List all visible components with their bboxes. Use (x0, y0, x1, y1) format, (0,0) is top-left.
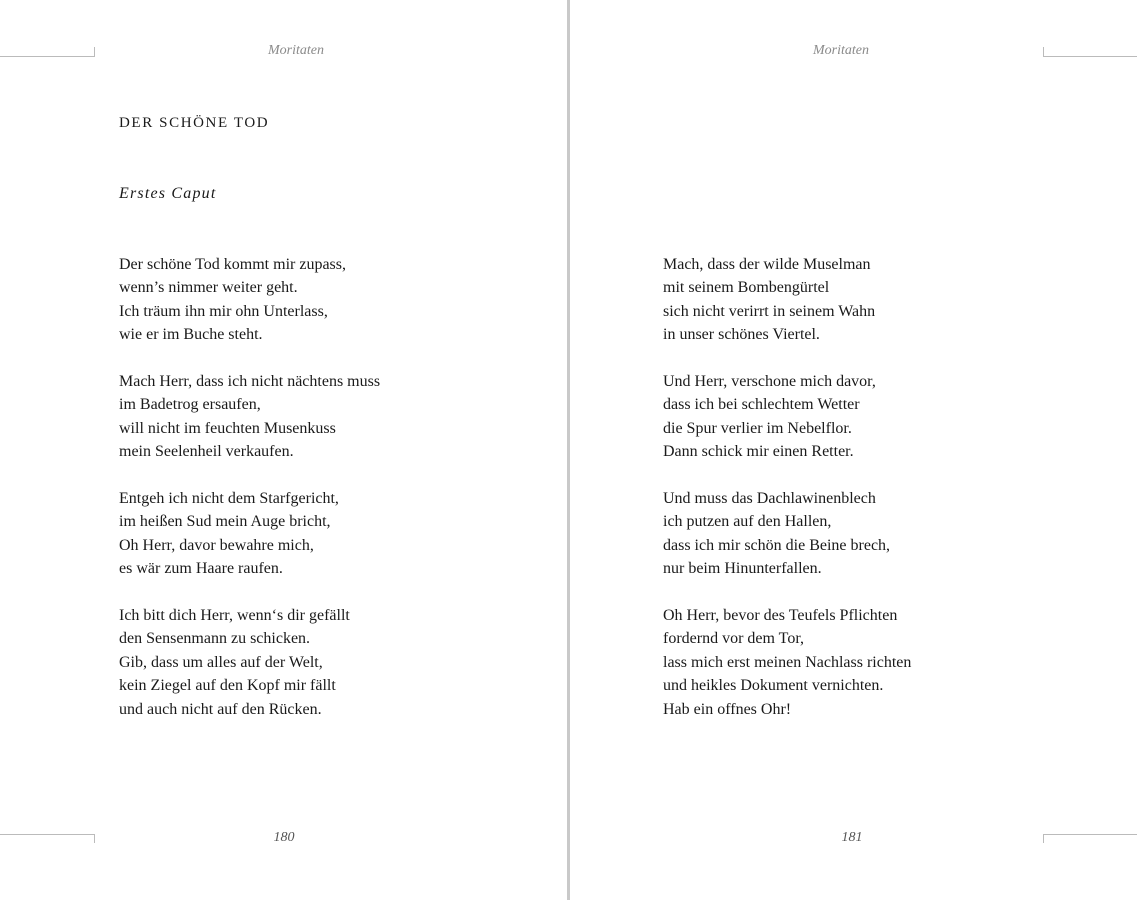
stanza (119, 253, 380, 347)
crop-mark (0, 834, 95, 835)
running-head: Moritaten (268, 43, 324, 58)
book-gutter (567, 0, 570, 900)
verse-line: Mach Herr, dass ich nicht nächtens muss (119, 373, 381, 391)
verse-line: wie er im Buche steht. (119, 326, 263, 344)
crop-mark (1043, 834, 1137, 835)
verse-line: lass mich erst meinen Nachlass richten (663, 653, 912, 671)
section-subtitle: Erstes Caput (119, 185, 217, 202)
page-number: 180 (273, 830, 295, 845)
verse-line: und heikles Dokument vernichten. (663, 677, 884, 695)
verse-line: Ich bitt dich Herr, wenn‘s dir gefällt (119, 607, 350, 625)
stanza (119, 604, 380, 721)
verse-line: nur beim Hinunterfallen. (663, 560, 822, 578)
crop-mark (1043, 47, 1044, 56)
verse-line: Oh Herr, davor bewahre mich, (119, 536, 314, 554)
verse-line: die Spur verlier im Nebelflor. (663, 419, 852, 437)
verse-line: es wär zum Haare raufen. (119, 560, 283, 578)
verse-line: ich putzen auf den Hallen, (663, 513, 832, 531)
verse-line: fordernd vor dem Tor, (663, 630, 805, 648)
verse-line: mein Seelenheil verkaufen. (119, 443, 294, 461)
verse-line: Der schöne Tod kommt mir zupass, (119, 256, 346, 273)
stanza (663, 253, 911, 347)
verse-line: den Sensenmann zu schicken. (119, 630, 311, 648)
verse-line: dass ich mir schön die Beine brech, (663, 536, 891, 554)
crop-mark (94, 47, 95, 56)
verse-line: Und Herr, verschone mich davor, (663, 373, 876, 391)
verse-line: Dann schick mir einen Retter. (663, 443, 854, 461)
stanza (663, 487, 911, 581)
crop-mark (1043, 56, 1137, 57)
verse-line: wenn’s nimmer weiter geht. (119, 279, 298, 297)
verse-line: im Badetrog ersaufen, (119, 396, 261, 414)
verse-line: Und muss das Dachlawinenblech (663, 490, 876, 508)
verse-line: kein Ziegel auf den Kopf mir fällt (119, 677, 336, 695)
verse-line: im heißen Sud mein Auge bricht, (119, 513, 331, 531)
poem-title: DER SCHÖNE TOD (119, 115, 270, 131)
stanza (663, 604, 911, 721)
verse-line: will nicht im feuchten Musenkuss (119, 419, 336, 437)
stanza (663, 370, 911, 464)
verse-line: dass ich bei schlechtem Wetter (663, 396, 860, 414)
poem-text (119, 253, 380, 744)
poem-text (663, 253, 911, 744)
page-number: 181 (841, 830, 863, 845)
verse-line: in unser schönes Viertel. (663, 326, 820, 344)
crop-mark (0, 56, 95, 57)
verse-line: Hab ein offnes Ohr! (663, 700, 792, 718)
stanza (119, 370, 380, 464)
verse-line: Entgeh ich nicht dem Starfgericht, (119, 490, 339, 508)
verse-line: sich nicht verirrt in seinem Wahn (663, 302, 876, 320)
verse-line: mit seinem Bombengürtel (663, 279, 830, 297)
crop-mark (94, 834, 95, 843)
running-head: Moritaten (813, 43, 869, 58)
verse-line: Gib, dass um alles auf der Welt, (119, 653, 323, 671)
crop-mark (1043, 834, 1044, 843)
verse-line: Ich träum ihn mir ohn Unterlass, (119, 302, 328, 320)
stanza (119, 487, 380, 581)
verse-line: Oh Herr, bevor des Teufels Pflichten (663, 607, 898, 625)
verse-line: und auch nicht auf den Rücken. (119, 700, 322, 718)
verse-line: Mach, dass der wilde Muselman (663, 256, 871, 273)
